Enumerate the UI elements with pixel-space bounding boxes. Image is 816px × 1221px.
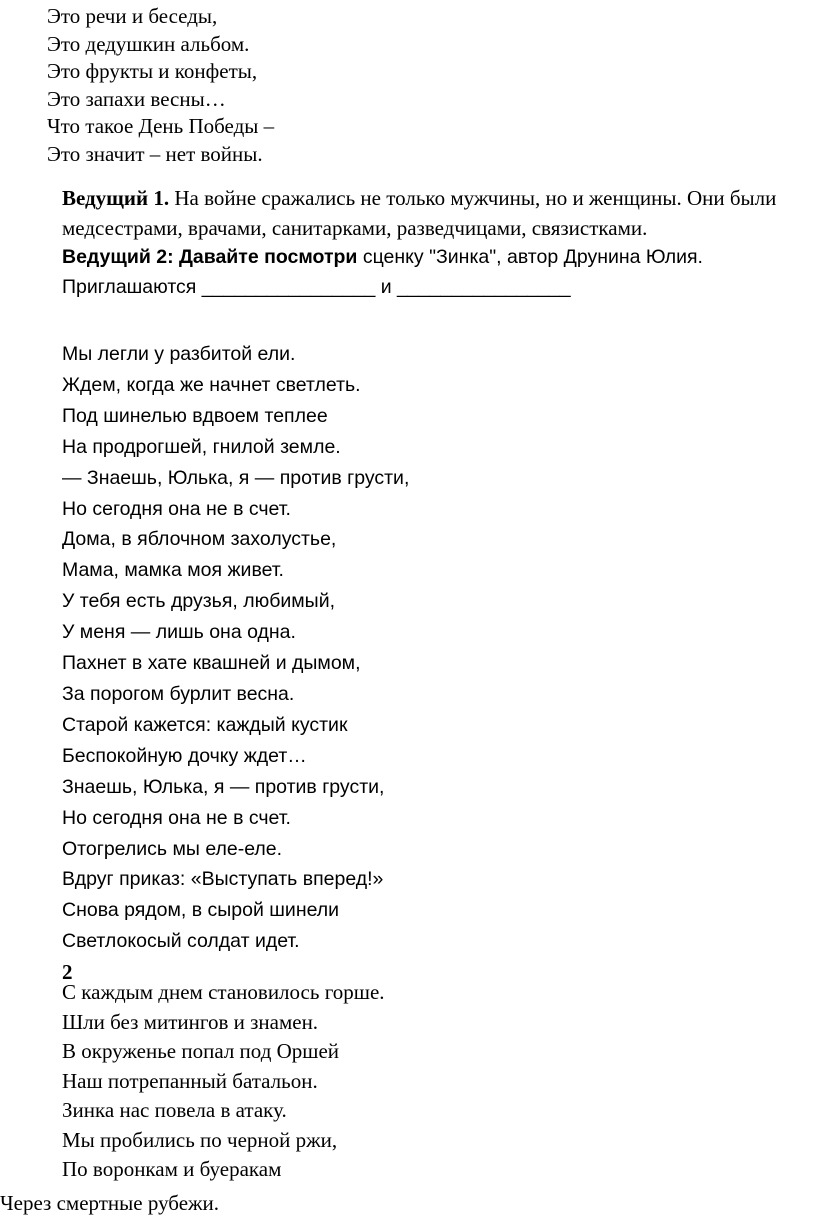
poem-line: Это дедушкин альбом. — [47, 31, 250, 56]
host2-paragraph — [62, 243, 802, 273]
poem-line: Вдруг приказ: «Выступать вперед!» — [62, 868, 384, 891]
poem-line-tail: Через смертные рубежи. — [0, 1191, 220, 1215]
zinka-poem-part2 — [62, 978, 385, 1185]
poem-line: Наш потрепанный батальон. — [62, 1068, 318, 1093]
poem-line: Это речи и беседы, — [47, 4, 218, 28]
poem-line: Это значит – нет войны. — [47, 141, 263, 166]
poem-line: Это запахи весны… — [47, 86, 226, 111]
poem-line: Это фрукты и конфеты, — [47, 59, 258, 84]
poem-line: Ждем, когда же начнет светлеть. — [62, 373, 361, 396]
poem-line: Мы легли у разбитой ели. — [62, 343, 296, 365]
poem-line: Снова рядом, в сырой шинели — [62, 899, 340, 922]
poem-line: В окруженье попал под Оршей — [62, 1039, 340, 1063]
host2-text: сценку "Зинка", автор Друнина Юлия. — [357, 246, 703, 268]
poem-line: Мама, мамка моя живет. — [62, 559, 284, 582]
poem-line: По воронкам и буеракам — [62, 1157, 282, 1181]
poem-line: Старой кажется: каждый кустик — [62, 713, 348, 736]
poem-line: Зинка нас повела в атаку. — [62, 1098, 287, 1122]
poem-line: Беспокойную дочку ждет… — [62, 744, 307, 767]
poem-line: Но сегодня она не в счет. — [62, 806, 291, 829]
poem-line: Что такое День Победы – — [47, 114, 275, 139]
poem-line: Шли без митингов и знамен. — [62, 1009, 319, 1034]
host-dialog — [62, 184, 802, 302]
opening-poem — [47, 3, 274, 169]
poem-line: Знаешь, Юлька, я — против грусти, — [62, 775, 385, 798]
poem-line: Под шинелью вдвоем теплее — [62, 404, 328, 427]
poem-line: Пахнет в хате квашней и дымом, — [62, 652, 361, 675]
stanza-number: 2 — [62, 960, 73, 985]
host1-text: На войне сражались не только мужчины, но и женщины. Они были медсестрами, врачами, санитарками, разведчицами, связистками. — [62, 186, 777, 240]
poem-line: Светлокосый солдат идет. — [62, 930, 300, 953]
zinka-poem-part1 — [62, 339, 409, 988]
invite-line: Приглашаются ________________ и ________________ — [62, 275, 571, 298]
poem-line: За порогом бурлит весна. — [62, 682, 295, 705]
poem-line: Отогрелись мы еле-еле. — [62, 837, 283, 860]
poem-line: — Знаешь, Юлька, я — против грусти, — [62, 466, 410, 489]
poem-line: На продрогшей, гнилой земле. — [62, 435, 341, 458]
poem-line: Но сегодня она не в счет. — [62, 497, 291, 520]
poem-line: Мы пробились по черной ржи, — [62, 1127, 338, 1152]
host2-label: Ведущий 2: Давайте посмотри — [62, 246, 358, 268]
poem-line: С каждым днем становилось горше. — [62, 980, 385, 1004]
host1-paragraph — [62, 184, 802, 243]
host1-label: Ведущий 1. — [62, 186, 170, 210]
poem-line: У меня — лишь она одна. — [62, 621, 296, 644]
poem-line: У тебя есть друзья, любимый, — [62, 590, 336, 613]
poem-line: Дома, в яблочном захолустье, — [62, 528, 337, 551]
